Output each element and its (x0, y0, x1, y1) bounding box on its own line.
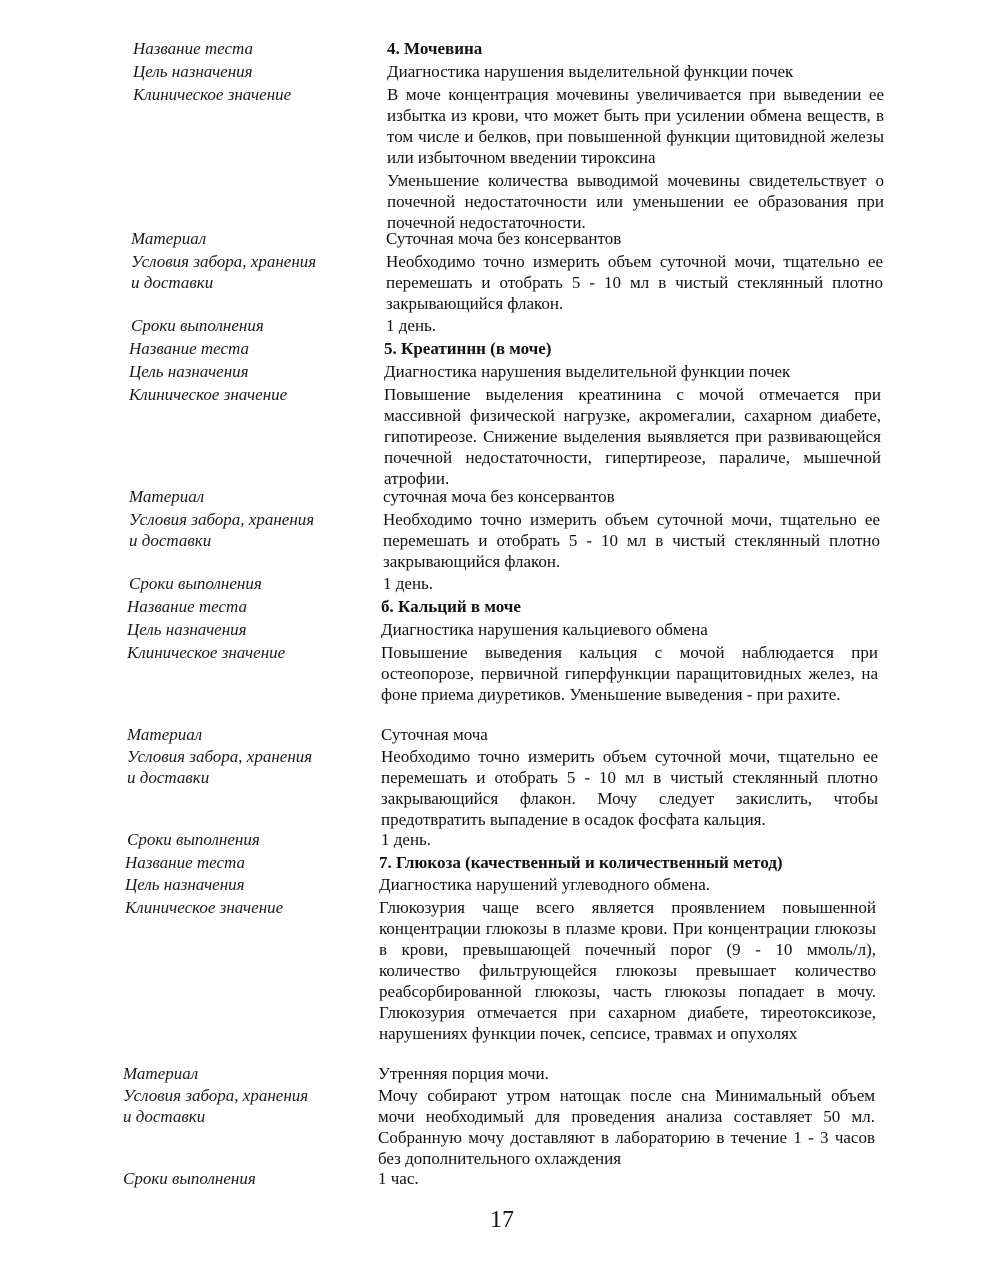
test-title: 5. Креатиннн (в моче) (384, 339, 552, 358)
test-clinical (384, 384, 881, 489)
test-clinical (381, 642, 878, 705)
test-material: суточная моча без консервантов (383, 487, 615, 506)
label-conditions: Условия забора, хранения (129, 510, 315, 529)
label-conditions: и доставки (127, 768, 210, 787)
label-conditions: Условия забора, хранения (123, 1086, 309, 1105)
test-purpose: Диагностика нарушения выделительной функции почек (387, 62, 794, 81)
test-conditions: Необходимо точно измерить объем суточной мочи, тщательно ее перемешать и отобрать 5 - 10 мл в чистый стеклянный плотно закрывающийся флакон. (386, 252, 883, 313)
test-clinical (387, 84, 884, 233)
label-purpose: Цель назначения (133, 62, 253, 81)
test-title: 7. Глюкоза (качественный и количественный метод) (379, 853, 783, 872)
test-title: б. Кальций в моче (381, 597, 521, 616)
label-clinical: Клиническое значение (133, 85, 292, 104)
test-conditions: Мочу собирают утром натощак после сна Минимальный объем мочи необходимый для проведения анализа составляет 50 мл. Собранную мочу доставляют в лабораторию в течение 1 - 3 часов без дополнительного охлаждения (378, 1086, 875, 1168)
clinical-paragraph: Глюкозурия чаще всего является проявлением повышенной концентрации глюкозы в плазме крови. При концентрации глюкозы в крови, превышающей почечный порог (9 - 10 ммоль/л), количество фильтрующейся глюкозы превышает количество реабсорбированной глюкозы, часть глюкозы попадает в мочу. Глюкозурия отмечается при сахарном диабете, тиреотоксикозе, нарушениях функции почек, сепсисе, травмах и опухолях (379, 898, 876, 1043)
label-purpose: Цель назначения (129, 362, 249, 381)
label-terms: Сроки выполнения (131, 316, 264, 335)
clinical-paragraph: В моче концентрация мочевины увеличивается при выведении ее избытка из крови, что может быть при усилении обмена веществ, в том числе и белков, при повышенной функции щитовидной железы или избыточном введении тироксина (387, 85, 884, 167)
label-material: Материал (131, 229, 207, 248)
test-conditions: Необходимо точно измерить объем суточной мочи, тщательно ее перемешать и отобрать 5 - 10 мл в чистый стеклянный плотно закрывающийся флакон. (383, 510, 880, 571)
label-conditions: Условия забора, хранения (127, 747, 313, 766)
label-test-name: Название теста (125, 853, 246, 872)
test-purpose: Диагностика нарушения кальциевого обмена (381, 620, 708, 639)
test-terms: 1 день. (381, 830, 432, 849)
test-material: Суточная моча без консервантов (386, 229, 622, 248)
test-terms: 1 день. (386, 316, 437, 335)
label-material: Материал (127, 725, 203, 744)
label-test-name: Название теста (127, 597, 248, 616)
page-number: 17 (490, 1207, 514, 1233)
test-material: Утренняя порция мочи. (378, 1064, 549, 1083)
label-test-name: Название теста (129, 339, 250, 358)
label-terms: Сроки выполнения (129, 574, 262, 593)
label-test-name: Название теста (133, 39, 254, 58)
test-conditions: Необходимо точно измерить объем суточной мочи, тщательно ее перемешать и отобрать 5 - 10 мл в чистый стеклянный плотно закрывающийся флакон. Мочу следует закислить, чтобы предотвратить выпадение в осадок фосфата кальция. (381, 747, 878, 829)
label-conditions: и доставки (131, 273, 214, 292)
label-purpose: Цель назначения (125, 875, 245, 894)
label-terms: Сроки выполнения (123, 1169, 256, 1188)
label-material: Материал (129, 487, 205, 506)
test-title: 4. Мочевина (387, 39, 483, 58)
label-conditions: и доставки (123, 1107, 206, 1126)
label-conditions: Условия забора, хранения (131, 252, 317, 271)
label-clinical: Клиническое значение (127, 643, 286, 662)
test-purpose: Диагностика нарушения выделительной функции почек (384, 362, 791, 381)
test-terms: 1 день. (383, 574, 434, 593)
label-material: Материал (123, 1064, 199, 1083)
clinical-paragraph: Повышение выведения кальция с мочой наблюдается при остеопорозе, первичной гиперфункции паращитовидных желез, на фоне приема диуретиков. Уменьшение выведения - при рахите. (381, 643, 878, 704)
label-clinical: Клиническое значение (125, 898, 284, 917)
label-purpose: Цель назначения (127, 620, 247, 639)
label-terms: Сроки выполнения (127, 830, 260, 849)
label-clinical: Клиническое значение (129, 385, 288, 404)
clinical-paragraph: Повышение выделения креатинина с мочой отмечается при массивной физической нагрузке, акромегалии, сахарном диабете, гипотиреозе. Снижение выделения выявляется при развивающейся почечной недостаточности, гипертиреозе, параличе, мышечной атрофии. (384, 385, 881, 488)
label-conditions: и доставки (129, 531, 212, 550)
clinical-paragraph: Уменьшение количества выводимой мочевины свидетельствует о почечной недостаточности или уменьшении ее образования при почечной недостаточности. (387, 171, 884, 232)
test-purpose: Диагностика нарушений углеводного обмена. (379, 875, 710, 894)
test-terms: 1 час. (378, 1169, 419, 1188)
test-clinical (379, 897, 876, 1044)
test-material: Суточная моча (381, 725, 488, 744)
